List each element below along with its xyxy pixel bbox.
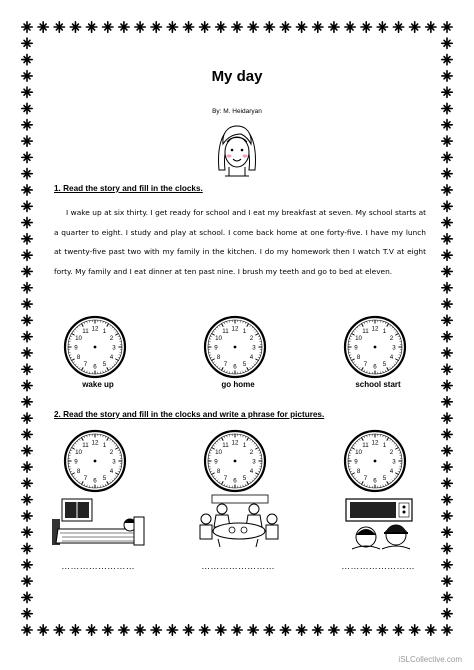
clock-numeral: 8 <box>216 467 221 475</box>
border-star-icon <box>22 120 32 130</box>
border-star-icon <box>216 625 226 635</box>
clock-face-4[interactable] <box>62 428 128 499</box>
clock-face-2[interactable] <box>202 314 268 385</box>
border-star-icon <box>22 266 32 276</box>
clock-face-3[interactable] <box>342 314 408 385</box>
border-star-icon <box>409 22 419 32</box>
border-star-icon <box>22 283 32 293</box>
border-star-icon <box>442 462 452 472</box>
border-star-icon <box>442 560 452 570</box>
border-star-icon <box>22 234 32 244</box>
border-star-icon <box>442 217 452 227</box>
border-star-icon <box>38 625 48 635</box>
border-star-icon <box>22 315 32 325</box>
border-star-icon <box>296 22 306 32</box>
clock-numeral: 5 <box>382 360 387 368</box>
clock-numeral: 5 <box>102 360 107 368</box>
border-star-icon <box>119 625 129 635</box>
border-star-icon <box>442 413 452 423</box>
border-star-icon <box>442 38 452 48</box>
clock-label-go-home: go home <box>221 380 255 389</box>
clock-numeral: 3 <box>252 458 256 466</box>
clock-numeral: 2 <box>109 334 114 342</box>
border-star-icon <box>22 527 32 537</box>
border-star-icon <box>22 397 32 407</box>
border-star-icon <box>38 22 48 32</box>
border-star-icon <box>22 22 32 32</box>
border-star-icon <box>22 331 32 341</box>
clock-numeral: 2 <box>389 448 394 456</box>
clock-numeral: 4 <box>249 467 254 475</box>
border-star-icon <box>264 22 274 32</box>
clock-numeral: 7 <box>223 360 228 368</box>
border-star-icon <box>22 250 32 260</box>
clock-numeral: 1 <box>242 327 247 335</box>
border-star-icon <box>377 22 387 32</box>
border-star-icon <box>296 625 306 635</box>
border-star-icon <box>442 429 452 439</box>
border-star-icon <box>345 625 355 635</box>
border-star-icon <box>361 625 371 635</box>
border-star-icon <box>54 625 64 635</box>
clock-numeral: 5 <box>242 360 247 368</box>
clock-numeral: 12 <box>91 325 99 333</box>
border-star-icon <box>442 592 452 602</box>
clock-numeral: 12 <box>371 439 379 447</box>
clock-numeral: 5 <box>382 474 387 482</box>
border-star-icon <box>345 22 355 32</box>
clock-numeral: 12 <box>231 325 239 333</box>
clock-numeral: 4 <box>249 353 254 361</box>
border-star-icon <box>442 136 452 146</box>
border-star-icon <box>377 625 387 635</box>
border-star-icon <box>135 22 145 32</box>
story-paragraph: I wake up at six thirty. I get ready for school and I eat my breakfast at seven. My school starts at a quarter to eight. I study and play at school. I come back home at one forty-five. I have my lunch at twenty-five past two with my family in the kitchen. I do my homework then I watch T.V at eight forty. My family and I eat dinner at ten past nine. I brush my teeth and go to bed at eleven. <box>54 208 426 276</box>
border-star-icon <box>22 168 32 178</box>
clock-numeral: 10 <box>75 448 82 456</box>
border-star-icon <box>442 315 452 325</box>
page-title: My day <box>211 68 263 85</box>
clock-numeral: 9 <box>74 344 78 352</box>
clock-numeral: 11 <box>222 327 229 335</box>
clock-label-wake-up: wake up <box>82 380 114 389</box>
border-star-icon <box>426 625 436 635</box>
border-star-icon <box>183 22 193 32</box>
clock-numeral: 2 <box>249 334 254 342</box>
border-star-icon <box>199 22 209 32</box>
border-star-icon <box>22 462 32 472</box>
border-star-icon <box>151 22 161 32</box>
girl-face-illustration <box>213 120 261 183</box>
border-star-icon <box>22 625 32 635</box>
border-star-icon <box>22 446 32 456</box>
clock-numeral: 10 <box>215 334 222 342</box>
border-star-icon <box>329 625 339 635</box>
border-star-icon <box>442 576 452 586</box>
border-star-icon <box>442 609 452 619</box>
border-star-icon <box>22 364 32 374</box>
border-star-icon <box>442 494 452 504</box>
border-star-icon <box>22 87 32 97</box>
clock-numeral: 12 <box>371 325 379 333</box>
answer-blank-1[interactable]: …………………… <box>61 561 135 571</box>
border-star-icon <box>119 22 129 32</box>
clock-numeral: 6 <box>373 477 377 485</box>
footer-watermark: iSLCollective.com <box>398 655 462 664</box>
border-star-icon <box>361 22 371 32</box>
clock-label-school-start: school start <box>355 380 401 389</box>
clock-numeral: 1 <box>382 441 387 449</box>
border-star-icon <box>22 185 32 195</box>
clock-numeral: 6 <box>233 363 237 371</box>
border-star-icon <box>22 380 32 390</box>
border-star-icon <box>22 429 32 439</box>
border-star-icon <box>442 446 452 456</box>
clock-numeral: 7 <box>363 474 368 482</box>
border-star-icon <box>22 560 32 570</box>
border-star-icon <box>86 22 96 32</box>
border-star-icon <box>22 576 32 586</box>
clock-face-5[interactable] <box>202 428 268 499</box>
clock-numeral: 11 <box>82 327 89 335</box>
clock-numeral: 11 <box>362 327 369 335</box>
clock-numeral: 3 <box>112 344 116 352</box>
border-star-icon <box>442 478 452 488</box>
border-star-icon <box>54 22 64 32</box>
border-star-icon <box>167 22 177 32</box>
border-star-icon <box>442 527 452 537</box>
clock-numeral: 7 <box>83 360 88 368</box>
clock-numeral: 10 <box>355 448 362 456</box>
clock-numeral: 9 <box>214 344 218 352</box>
border-star-icon <box>313 22 323 32</box>
clock-numeral: 12 <box>231 439 239 447</box>
border-star-icon <box>232 625 242 635</box>
border-star-icon <box>22 592 32 602</box>
border-star-icon <box>442 87 452 97</box>
clock-numeral: 1 <box>242 441 247 449</box>
border-star-icon <box>409 625 419 635</box>
clock-numeral: 3 <box>392 458 396 466</box>
border-star-icon <box>70 625 80 635</box>
clock-numeral: 6 <box>93 477 97 485</box>
clock-numeral: 4 <box>109 353 114 361</box>
clock-numeral: 9 <box>74 458 78 466</box>
border-star-icon <box>22 152 32 162</box>
border-star-icon <box>442 283 452 293</box>
clock-numeral: 9 <box>354 344 358 352</box>
border-star-icon <box>70 22 80 32</box>
border-star-icon <box>329 22 339 32</box>
border-star-icon <box>103 22 113 32</box>
border-star-icon <box>442 168 452 178</box>
clock-numeral: 3 <box>112 458 116 466</box>
clock-numeral: 8 <box>216 353 221 361</box>
border-star-icon <box>167 625 177 635</box>
border-star-icon <box>232 22 242 32</box>
clock-numeral: 2 <box>109 448 114 456</box>
border-star-icon <box>22 543 32 553</box>
clock-numeral: 8 <box>356 467 361 475</box>
clock-numeral: 5 <box>102 474 107 482</box>
border-star-icon <box>442 543 452 553</box>
clock-numeral: 6 <box>373 363 377 371</box>
clock-numeral: 7 <box>83 474 88 482</box>
border-star-icon <box>22 413 32 423</box>
clock-numeral: 11 <box>222 441 229 449</box>
answer-blank-3[interactable]: …………………… <box>341 561 415 571</box>
clock-numeral: 1 <box>102 441 107 449</box>
border-star-icon <box>248 22 258 32</box>
clock-face-6[interactable] <box>342 428 408 499</box>
border-star-icon <box>442 152 452 162</box>
border-star-icon <box>442 22 452 32</box>
clock-numeral: 6 <box>233 477 237 485</box>
section-2-heading: 2. Read the story and fill in the clocks and write a phrase for pictures. <box>54 410 325 419</box>
border-star-icon <box>22 299 32 309</box>
border-star-icon <box>442 380 452 390</box>
border-star-icon <box>442 299 452 309</box>
clock-numeral: 11 <box>82 441 89 449</box>
clock-numeral: 2 <box>249 448 254 456</box>
clock-numeral: 10 <box>215 448 222 456</box>
border-star-icon <box>22 494 32 504</box>
border-star-icon <box>442 511 452 521</box>
border-star-icon <box>442 234 452 244</box>
border-star-icon <box>22 217 32 227</box>
border-star-icon <box>442 348 452 358</box>
border-star-icon <box>442 54 452 64</box>
border-star-icon <box>22 201 32 211</box>
clock-numeral: 9 <box>354 458 358 466</box>
clock-numeral: 3 <box>252 344 256 352</box>
clock-numeral: 6 <box>93 363 97 371</box>
border-star-icon <box>280 625 290 635</box>
border-star-icon <box>442 266 452 276</box>
border-star-icon <box>22 609 32 619</box>
clock-numeral: 10 <box>355 334 362 342</box>
family-dinner-picture <box>192 493 288 554</box>
border-star-icon <box>151 625 161 635</box>
border-star-icon <box>199 625 209 635</box>
clock-face-1[interactable] <box>62 314 128 385</box>
border-star-icon <box>216 22 226 32</box>
border-star-icon <box>393 625 403 635</box>
clock-numeral: 7 <box>223 474 228 482</box>
clock-numeral: 7 <box>363 360 368 368</box>
border-star-icon <box>264 625 274 635</box>
clock-numeral: 10 <box>75 334 82 342</box>
border-star-icon <box>313 625 323 635</box>
border-star-icon <box>22 511 32 521</box>
clock-numeral: 4 <box>389 353 394 361</box>
border-star-icon <box>22 136 32 146</box>
border-star-icon <box>442 625 452 635</box>
author-byline: By: M. Heidaryan <box>212 108 262 115</box>
answer-blank-2[interactable]: …………………… <box>201 561 275 571</box>
border-star-icon <box>426 22 436 32</box>
border-star-icon <box>22 478 32 488</box>
clock-numeral: 1 <box>382 327 387 335</box>
border-star-icon <box>248 625 258 635</box>
border-star-icon <box>135 625 145 635</box>
border-star-icon <box>103 625 113 635</box>
clock-numeral: 8 <box>76 467 81 475</box>
border-star-icon <box>442 120 452 130</box>
section-1-heading: 1. Read the story and fill in the clocks. <box>54 184 203 193</box>
border-star-icon <box>442 397 452 407</box>
border-star-icon <box>183 625 193 635</box>
watching-tv-picture <box>344 497 416 556</box>
border-star-icon <box>22 54 32 64</box>
clock-numeral: 9 <box>214 458 218 466</box>
clock-numeral: 4 <box>109 467 114 475</box>
border-star-icon <box>22 38 32 48</box>
clock-numeral: 4 <box>389 467 394 475</box>
clock-numeral: 8 <box>76 353 81 361</box>
clock-numeral: 8 <box>356 353 361 361</box>
clock-numeral: 12 <box>91 439 99 447</box>
border-star-icon <box>22 348 32 358</box>
clock-numeral: 1 <box>102 327 107 335</box>
border-star-icon <box>280 22 290 32</box>
sleeping-in-bed-picture <box>50 497 146 552</box>
clock-numeral: 3 <box>392 344 396 352</box>
border-star-icon <box>442 364 452 374</box>
border-star-icon <box>442 331 452 341</box>
border-star-icon <box>86 625 96 635</box>
border-star-icon <box>442 201 452 211</box>
border-star-icon <box>442 185 452 195</box>
border-star-icon <box>442 250 452 260</box>
border-star-icon <box>393 22 403 32</box>
clock-numeral: 11 <box>362 441 369 449</box>
clock-numeral: 5 <box>242 474 247 482</box>
clock-numeral: 2 <box>389 334 394 342</box>
